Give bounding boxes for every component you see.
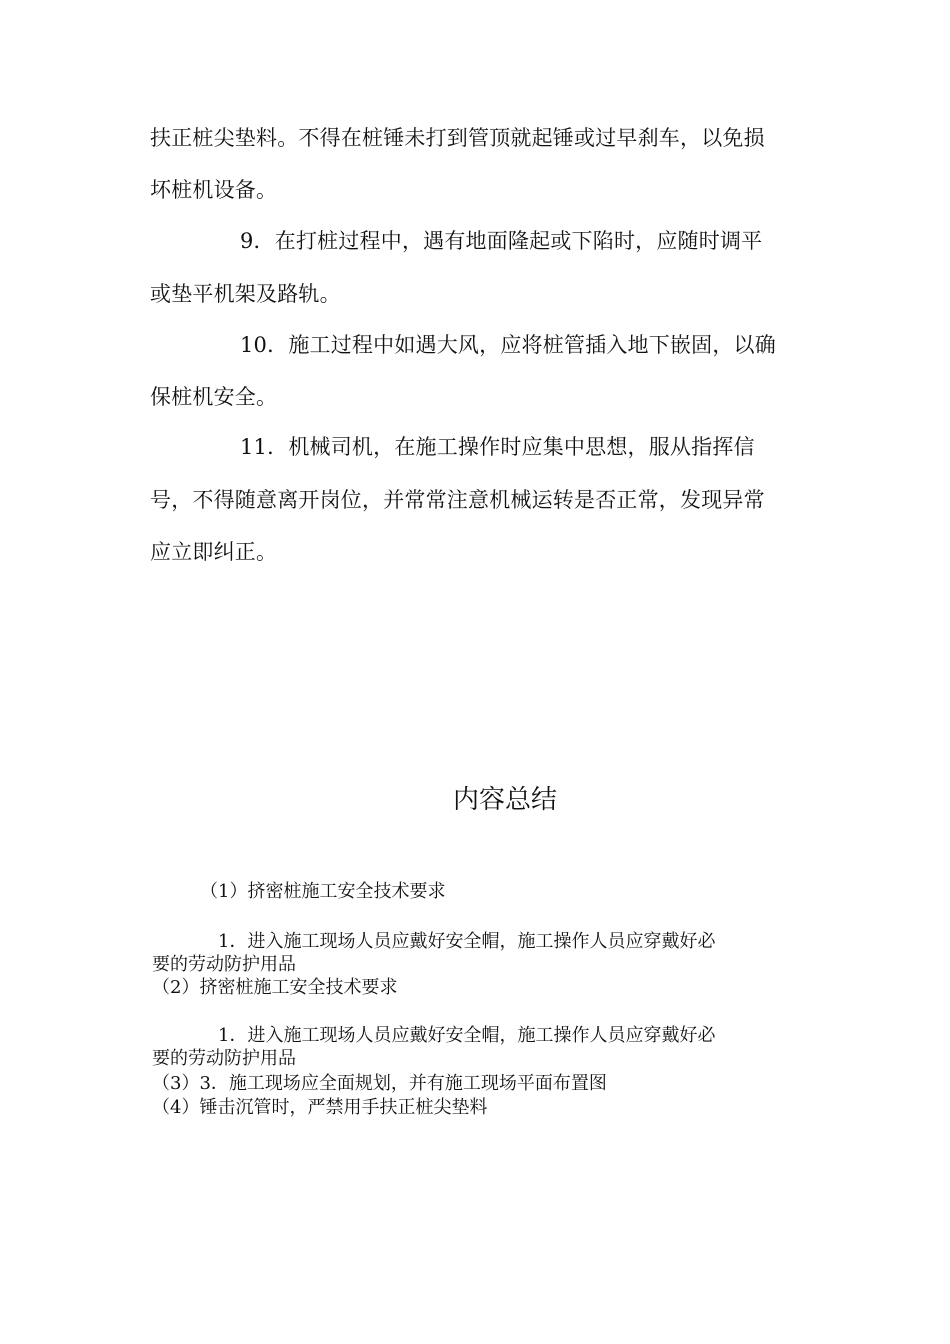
summary-title: 内容总结 xyxy=(452,785,557,815)
paragraph-line: 扶正桩尖垫料。不得在桩锤未打到管顶就起锤或过早刹车，以免损 xyxy=(150,126,765,150)
paragraph-line: 保桩机安全。 xyxy=(150,385,278,409)
item-9-line: 9．在打桩过程中，遇有地面隆起或下陷时，应随时调平 xyxy=(240,229,763,253)
summary-item-1: （1）挤密桩施工安全技术要求 xyxy=(200,881,446,902)
paragraph-line: 坏桩机设备。 xyxy=(150,178,278,202)
summary-line: 1．进入施工现场人员应戴好安全帽，施工操作人员应穿戴好必 xyxy=(218,931,716,952)
item-10-line: 10．施工过程中如遇大风，应将桩管插入地下嵌固，以确 xyxy=(240,333,776,357)
paragraph-line: 应立即纠正。 xyxy=(150,540,278,564)
summary-line: 1．进入施工现场人员应戴好安全帽，施工操作人员应穿戴好必 xyxy=(218,1025,716,1046)
summary-item-2: （2）挤密桩施工安全技术要求 xyxy=(152,977,398,998)
summary-line: 要的劳动防护用品 xyxy=(152,954,296,975)
summary-item-3: （3）3．施工现场应全面规划，并有施工现场平面布置图 xyxy=(152,1073,607,1094)
summary-item-4: （4）锤击沉管时，严禁用手扶正桩尖垫料 xyxy=(152,1097,488,1118)
paragraph-line: 或垫平机架及路轨。 xyxy=(150,282,341,306)
paragraph-line: 号，不得随意离开岗位，并常常注意机械运转是否正常，发现异常 xyxy=(150,488,765,512)
item-11-line: 11．机械司机，在施工操作时应集中思想，服从指挥信 xyxy=(240,435,755,459)
summary-line: 要的劳动防护用品 xyxy=(152,1048,296,1069)
